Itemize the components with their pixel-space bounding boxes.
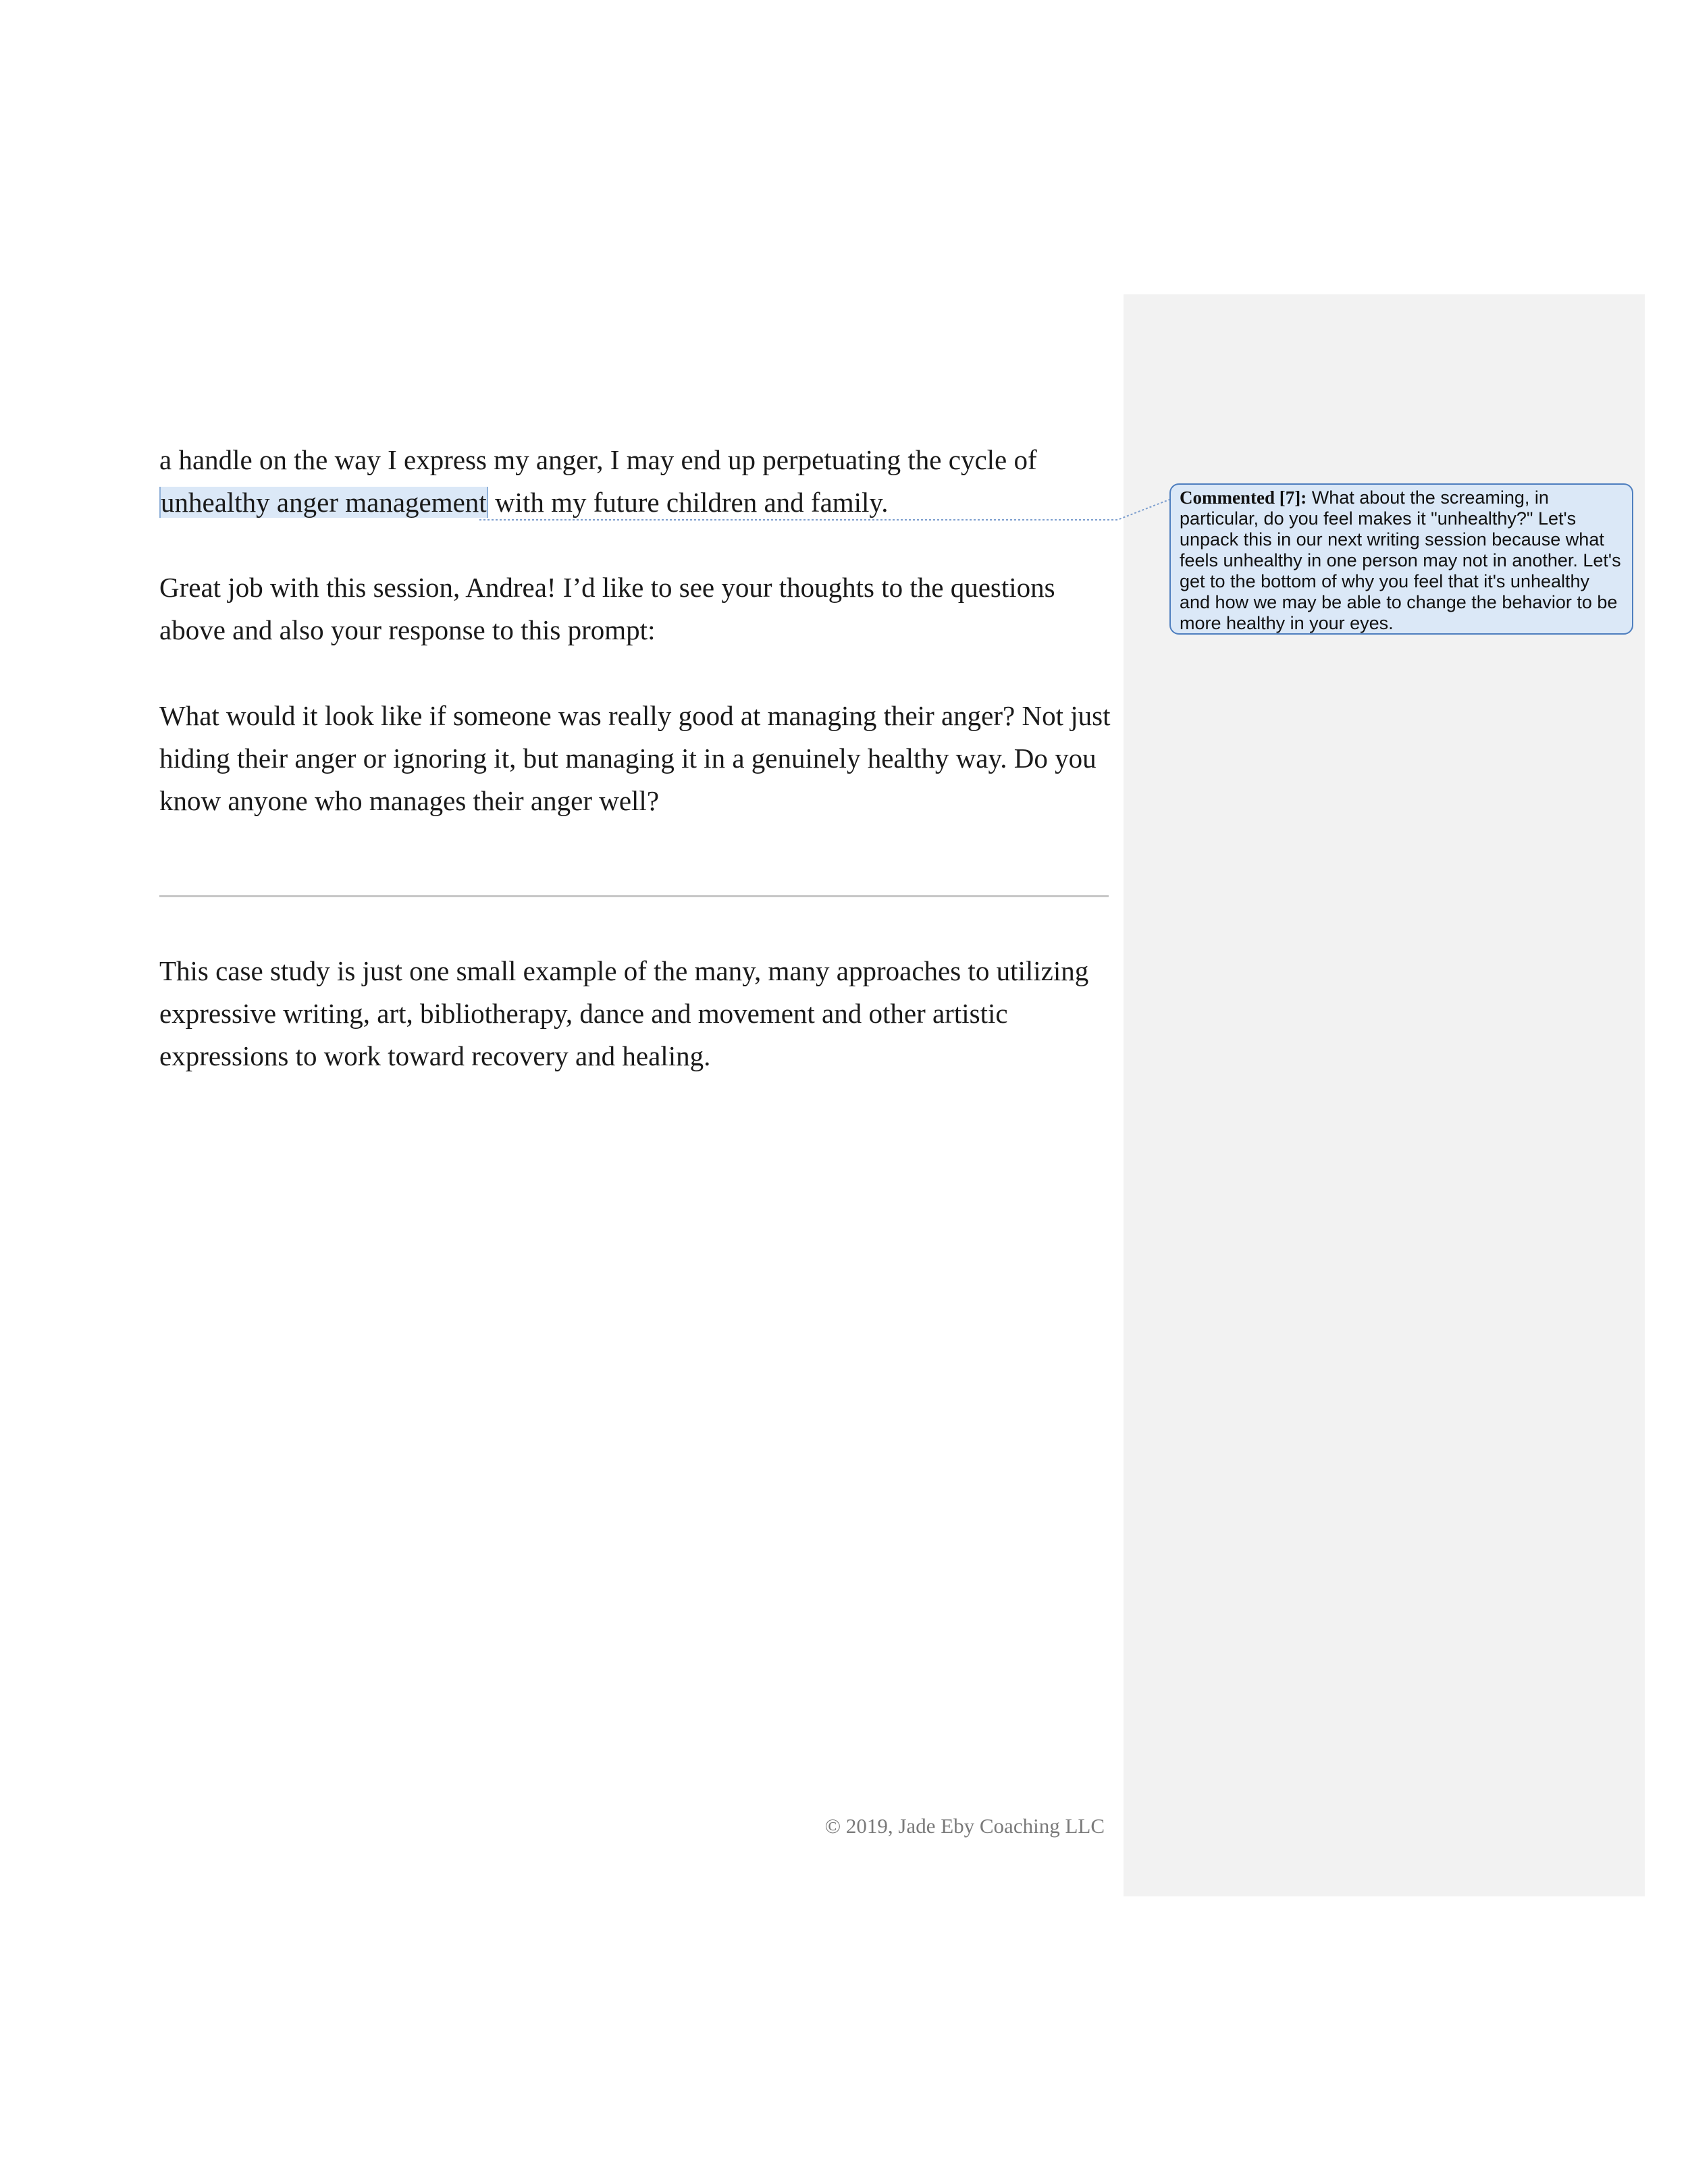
- comment-label: Commented [7]:: [1180, 487, 1307, 508]
- comment-balloon[interactable]: [1169, 483, 1633, 635]
- paragraph-text: with my future children and family.: [487, 487, 889, 518]
- paragraph-case-study: This case study is just one small example of the many, many approaches to utilizing expressive writing, art, bibliotherapy, dance and movement and other artistic expressions to work toward recovery and healing.: [159, 955, 1089, 1071]
- horizontal-divider: [159, 895, 1109, 897]
- comment-text: What about the screaming, in particular, do you feel makes it "unhealthy?" Let's unpack this in our next writing session because what feels unhealthy in one person may not in another. Let's get to the bottom of why you feel that it's unhealthy and how we may be able to change the behavior to be more healthy in your eyes.: [1180, 487, 1621, 633]
- paragraph-anger-handle: [159, 439, 1118, 524]
- comment-anchor-highlight[interactable]: unhealthy anger management: [161, 487, 487, 518]
- footer-copyright: © 2019, Jade Eby Coaching LLC: [824, 1814, 1105, 1838]
- paragraph-text: a handle on the way I express my anger, I may end up perpetuating the cycle of: [159, 444, 1037, 475]
- paragraph-great-job: Great job with this session, Andrea! I’d like to see your thoughts to the questions above and also your response to this prompt:: [159, 572, 1055, 645]
- paragraph-prompt: What would it look like if someone was really good at managing their anger? Not just hiding their anger or ignoring it, but managing it in a genuinely healthy way. Do you know anyone who manages their anger well?: [159, 700, 1111, 816]
